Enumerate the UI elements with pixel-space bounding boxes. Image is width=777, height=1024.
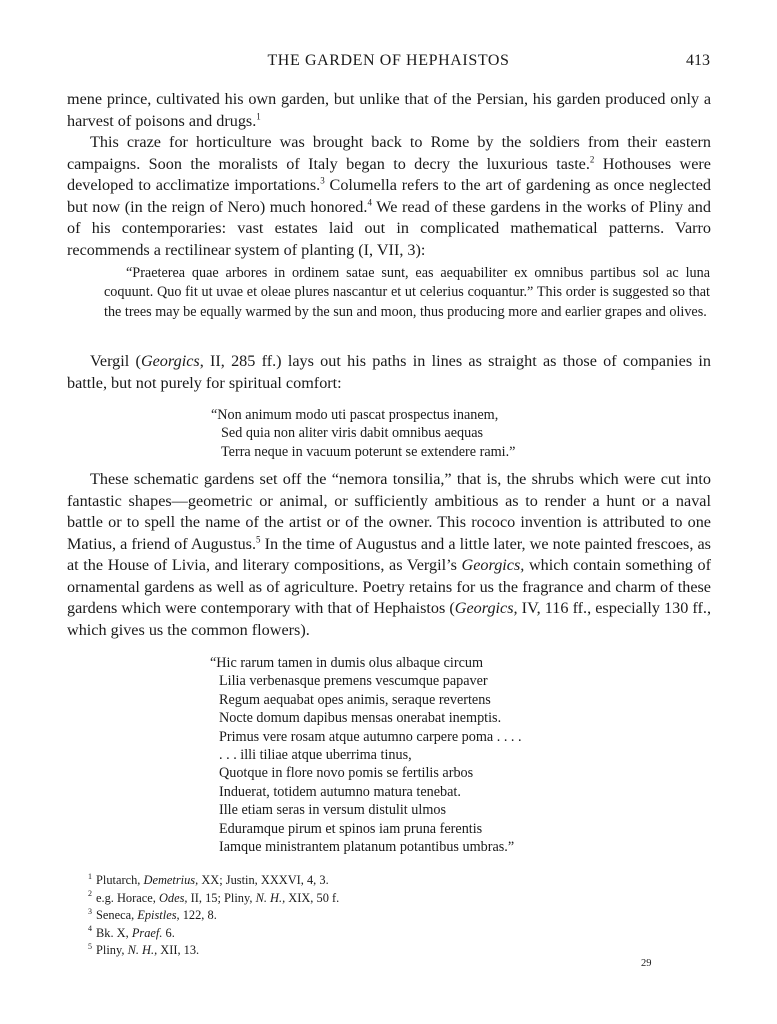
- running-title: THE GARDEN OF HEPHAISTOS: [267, 52, 510, 69]
- verse-line: Sed quia non aliter viris dabit omnibus aequas: [221, 425, 484, 442]
- footnote: $^2$ e.g. Horace, Odes, II, 15; Pliny, N. H., XIX, 50 f.: [88, 889, 340, 905]
- page-number: 413: [686, 52, 710, 69]
- paragraph-horticulture-rome: This craze for horticulture was brought back to Rome by the soldiers from their eastern campaigns. Soon the moralists of Italy began to decry the luxurious taste.$^2$ Hothouses were developed to acclimatize importations.$^3$ Columella refers to the art of gardening as once neglected but now (in the reign of Nero) much honored.$^4$ We read of these gardens in the works of Pliny and of his contemporaries: vast estates laid out in complicated mathematical patterns. Varro recommends a rectilinear system of planting (I, VII, 3):: [67, 133, 711, 259]
- verse-line: “Non animum modo uti pascat prospectus inanem,: [211, 407, 499, 423]
- verse-line: Ille etiam seras in versum distulit ulmos: [219, 802, 446, 819]
- footnotes: [88, 872, 339, 960]
- verse-line: Eduramque pirum et spinos iam pruna ferentis: [219, 820, 483, 837]
- page-header: [0, 52, 777, 74]
- footnote-ref: 1: [256, 111, 261, 122]
- verse-line: “Hic rarum tamen in dumis olus albaque circum: [210, 655, 484, 671]
- footnote: $^3$ Seneca, Epistles, 122, 8.: [88, 906, 217, 922]
- verse-line: Iamque ministrantem platanum potantibus umbras.”: [219, 839, 515, 856]
- verse-georgics-iv: [210, 654, 522, 856]
- paragraph-continuation: mene prince, cultivated his own garden, but unlike that of the Persian, his garden produced only a harvest of poisons and drugs.$^1$: [67, 90, 711, 130]
- verse-georgics-ii: [211, 406, 515, 461]
- paragraph-nemora-tonsilia: These schematic gardens set off the “nemora tonsilia,” that is, the shrubs which were cut into fantastic shapes—geometric or animal, or sufficiently ambitious as to render a hunt or a naval battle or to spell the name of the artist or of the owner. This rococo invention is attributed to one Matius, a friend of Augustus.$^5$ In the time of Augustus and a little later, we note painted frescoes, as at the House of Livia, and literary compositions, as Vergil’s Georgics, which contain something of ornamental gardens as well as of agriculture. Poetry retains for us the fragrance and charm of these gardens which were contemporary with that of Hephaistos (Georgics, IV, 116 ff., especially 130 ff., which gives us the common flowers).: [67, 470, 711, 639]
- varro-quotation: “Praeterea quae arbores in ordinem satae sunt, eas aequabiliter ex omnibus partibus sol ac luna coquunt. Quo fit ut uvae et oleae plures nascantur et ut celerius coquantur.” This order is suggested so that the trees may be equally warmed by the sun and moon, thus producing more and earlier grapes and olives.: [104, 265, 710, 320]
- verse-line: Primus vere rosam atque autumno carpere poma . . . .: [219, 728, 522, 745]
- footnote-ref: 3: [320, 175, 325, 186]
- footnote-ref: 2: [589, 154, 595, 165]
- verse-line: Induerat, totidem autumno matura tenebat.: [219, 783, 461, 800]
- footnote-ref: 5: [256, 534, 261, 545]
- verse-line: . . . illi tiliae atque uberrima tinus,: [219, 747, 412, 764]
- footnote-ref: 4: [367, 197, 372, 208]
- verse-line: Regum aequabat opes animis, seraque revertens: [219, 691, 491, 708]
- verse-line: Lilia verbenasque premens vescumque papaver: [219, 673, 488, 690]
- verse-line: Quotque in flore novo pomis se fertilis arbos: [219, 765, 474, 782]
- paragraph-vergil-paths: Vergil (Georgics, II, 285 ff.) lays out his paths in lines as straight as those of companies in battle, but not purely for spiritual comfort:: [67, 352, 711, 392]
- verse-line: Nocte domum dapibus mensas onerabat inemptis.: [219, 710, 502, 727]
- signature-mark: 29: [641, 958, 652, 969]
- footnote: $^4$ Bk. X, Praef. 6.: [88, 924, 175, 940]
- footnote: $^5$ Pliny, N. H., XII, 13.: [88, 941, 200, 957]
- verse-line: Terra neque in vacuum poterunt se extendere rami.”: [221, 443, 516, 460]
- footnote: $^1$ Plutarch, Demetrius, XX; Justin, XXXVI, 4, 3.: [88, 871, 329, 887]
